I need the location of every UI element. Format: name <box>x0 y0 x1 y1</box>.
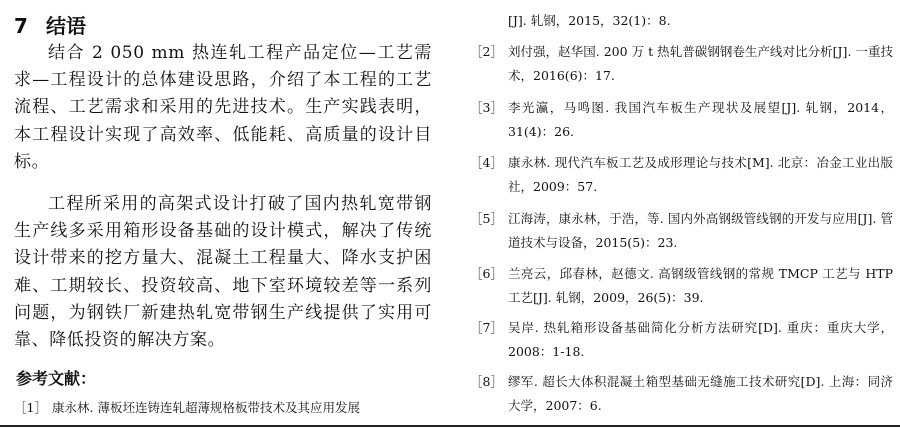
page-bottom-rule <box>0 425 900 427</box>
conclusion-paragraph-2: 工程所采用的高架式设计打破了国内热轧宽带钢生产线多采用箱形设备基础的设计模式，解决了传统设计带来的挖方量大、混凝土工程量大、降水支护困难、工期较长、投资较高、地下室环境较差等一系列问题，为钢铁厂新建热轧宽带钢生产线提供了实用可靠、降低投资的解决方案。 <box>14 194 432 351</box>
reference-label: ［5］ <box>470 211 503 226</box>
reference-text: 兰亮云，邱春林，赵德文. 高钢级管线钢的常规 TMCP 工艺与 HTP 工艺[J]. 轧钢，2009，26(5)：39. <box>508 266 893 305</box>
section-number: 7 <box>14 14 28 38</box>
reference-text: 江海涛，康永林，于浩，等. 国内外高钢级管线钢的开发与应用[J]. 管道技术与设备，2015(5)：23. <box>508 211 893 250</box>
reference-label: ［3］ <box>470 100 503 115</box>
reference-text: 刘付强，赵华国. 200 万 t 热轧普碳钢钢卷生产线对比分析[J]. 一重技术，2016(6)：17. <box>508 44 893 83</box>
reference-label: ［6］ <box>470 266 503 281</box>
reference-label: ［8］ <box>470 374 503 389</box>
section-title: 结语 <box>46 14 86 38</box>
reference-continuation: [J]. 轧钢，2015，32(1)：8. <box>508 13 671 28</box>
conclusion-paragraph-1: 结合 2 050 mm 热连轧工程产品定位—工艺需求—工程设计的总体建设思路，介绍了本工程的工艺流程、工艺需求和采用的先进技术。生产实践表明，本工程设计实现了高效率、低能耗、高质量的设计目标。 <box>14 43 432 172</box>
reference-label: ［2］ <box>470 44 503 59</box>
reference-text: 康永林. 薄板坯连铸连轧超薄规格板带技术及其应用发展 <box>52 400 360 415</box>
reference-text: 康永林. 现代汽车板工艺及成形理论与技术[M]. 北京：冶金工业出版社，2009：57. <box>508 155 893 194</box>
references-heading: 参考文献： <box>16 369 97 388</box>
reference-label: ［4］ <box>470 155 503 170</box>
section-heading <box>14 10 86 39</box>
reference-text: 缪军. 超长大体积混凝土箱型基础无缝施工技术研究[D]. 上海：同济大学，2007：6. <box>508 374 893 413</box>
reference-text: 吴岸. 热轧箱形设备基础简化分析方法研究[D]. 重庆：重庆大学，2008：1-18. <box>508 320 893 359</box>
reference-text: 李光瀛，马鸣图. 我国汽车板生产现状及展望[J]. 轧钢，2014，31(4)：26. <box>508 100 893 139</box>
reference-label: ［1］ <box>14 400 47 415</box>
reference-label: ［7］ <box>470 320 503 335</box>
